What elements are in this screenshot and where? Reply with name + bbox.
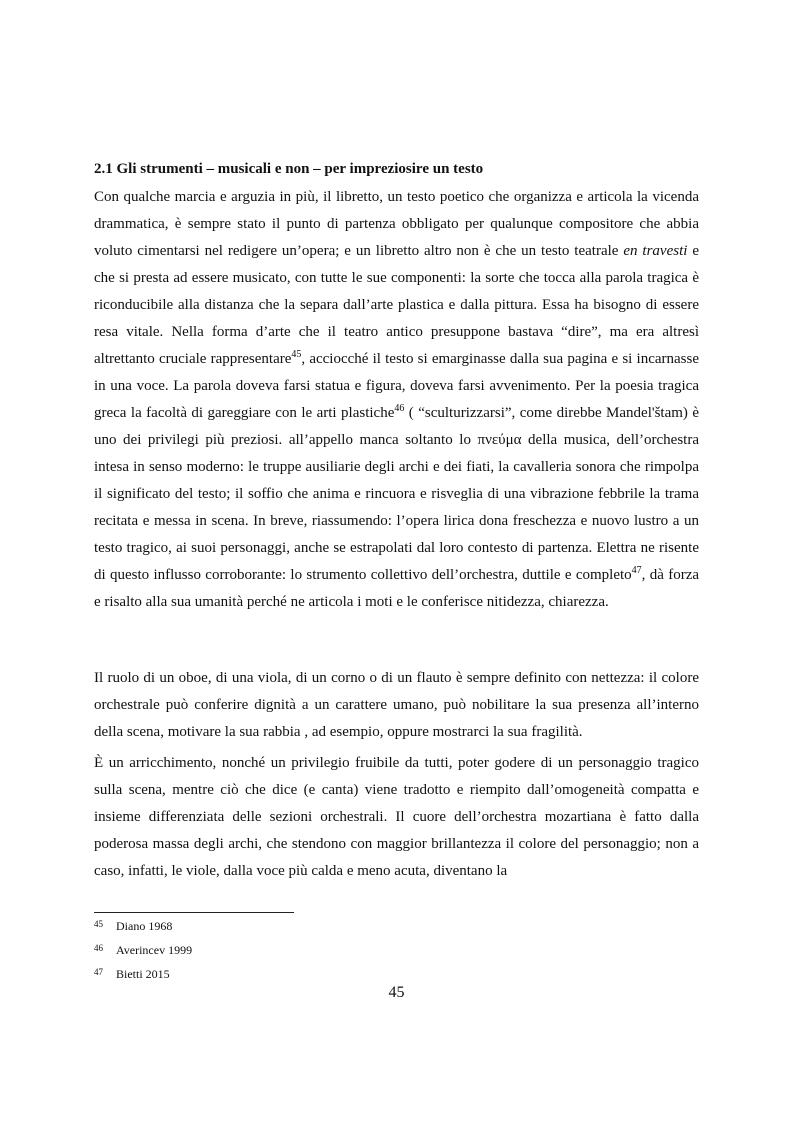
paragraph-1-text-e: , dà forza e risalto alla sua umanità perché ne articola i moti e le conferisce nitidezza, chiarezza.	[94, 567, 700, 610]
footnote-text: Averincev 1999	[116, 943, 193, 957]
paragraph-1-text-a: Con qualche marcia e arguzia in più, il libretto, un testo poetico che organizza e articola la vicenda drammatica, è sempre stato il punto di partenza obbligato per qualunque compositore che abbia voluto cimentarsi nel redigere un’opera; e un libretto altro non è che un testo teatrale	[94, 189, 699, 259]
page-number: 45	[388, 984, 405, 1001]
paragraph-1-text-c: , acciocché il testo si emarginasse dalla sua pagina e si incarnasse in una voce. La parola doveva farsi statua e figura, doveva farsi avvenimento. Per la poesia tragica greca la facoltà di gareggiare con le arti plastiche	[94, 351, 699, 421]
footnote-number: 46	[94, 943, 103, 953]
paragraph-1-text-b: e che si presta ad essere musicato, con tutte le sue componenti: la sorte che tocca alla parola tragica è riconducibile alla distanza che la separa dall’arte plastica e dalla pittura. Essa ha bisogno di essere resa vitale. Nella forma d’arte che il teatro antico presuppone bastava “dire”, ma era altresì altrettanto cruciale rappresentare	[94, 243, 699, 367]
paragraph-1	[94, 184, 699, 616]
footnote-separator	[94, 912, 294, 913]
footnote-ref-46[interactable]: 46	[394, 403, 405, 414]
footnote-ref-47[interactable]: 47	[631, 565, 642, 576]
footnote-46	[94, 942, 494, 958]
paragraph-1-text-d: ( “sculturizzarsi”, come direbbe Mandel'štam) è uno dei privilegi più preziosi. all’appello manca soltanto lo πνεύμα della musica, dell’orchestra intesa in senso moderno: le truppe ausiliarie degli archi e dei fiati, la cavalleria sonora che rimpolpa il significato del testo; il soffio che anima e rincuora e risveglia di una vibrazione febbrile la trama recitata e messa in scena. In breve, riassumendo: l’opera lirica dona freschezza e nuovo lustro a un testo tragico, ai suoi personaggi, anche se estrapolati dal loro contesto di partenza. Elettra ne risente di questo influsso corroborante: lo strumento collettivo dell’orchestra, duttile e completo	[94, 405, 699, 583]
footnote-number: 45	[94, 919, 103, 929]
footnote-number: 47	[94, 967, 103, 977]
footnote-47	[94, 966, 494, 982]
section-heading: 2.1 Gli strumenti – musicali e non – per impreziosire un testo	[94, 161, 484, 177]
paragraph-2: Il ruolo di un oboe, di una viola, di un corno o di un flauto è sempre definito con nettezza: il colore orchestrale può conferire dignità a un carattere umano, può nobilitare la sua presenza all’interno della scena, motivare la sua rabbia , ad esempio, oppure mostrarci la sua fragilità.	[94, 670, 699, 740]
italic-phrase: en travesti	[623, 243, 688, 259]
footnote-45	[94, 918, 494, 934]
paragraph-3: È un arricchimento, nonché un privilegio fruibile da tutti, poter godere di un personaggio tragico sulla scena, mentre ciò che dice (e canta) viene tradotto e riempito dall’omogeneità compatta e insieme differenziata delle sezioni orchestrali. Il cuore dell’orchestra mozartiana è fatto dalla poderosa massa degli archi, che stendono con maggior brillantezza il colore del personaggio; non a caso, infatti, le viole, dalla voce più calda e meno acuta, diventano la	[94, 755, 699, 879]
footnote-text: Diano 1968	[116, 919, 173, 933]
footnote-text: Bietti 2015	[116, 967, 170, 981]
footnote-ref-45[interactable]: 45	[291, 349, 302, 360]
